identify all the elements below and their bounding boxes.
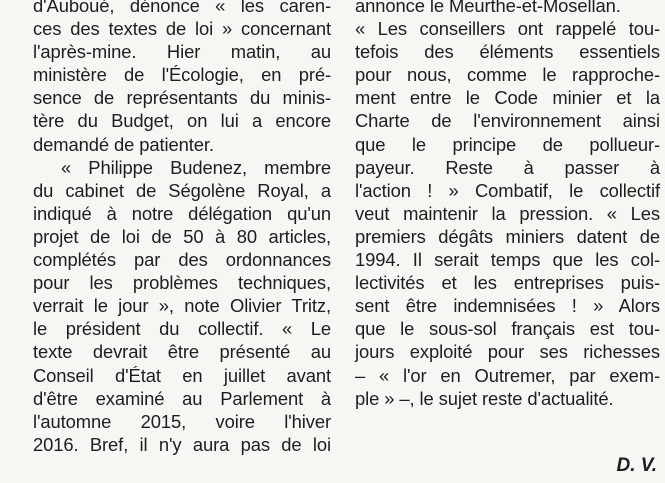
text-line: « Les conseillers ont rappelé tou-	[355, 18, 660, 40]
text-line: projet de loi de 50 à 80 articles,	[33, 225, 331, 247]
right-column	[355, 0, 660, 410]
text-line: ministère de l'Écologie, en pré-	[33, 64, 331, 86]
left-column	[33, 0, 331, 456]
text-line: tefois des éléments essentiels	[355, 41, 660, 63]
text-line: d'être examiné au Parlement à	[33, 387, 331, 409]
text-line: – « l'or en Outremer, par exem-	[355, 364, 660, 386]
text-line: verrait le jour », note Olivier Tritz,	[33, 295, 331, 317]
text-line: 2016. Bref, il n'y aura pas de loi	[33, 433, 331, 455]
author-signature: D. V.	[616, 455, 657, 476]
text-line: jours exploité pour ses richesses	[355, 341, 660, 363]
text-line: « Philippe Budenez, membre	[61, 156, 331, 178]
text-line: ces des textes de loi » concernant	[33, 18, 331, 40]
text-line: indiqué à notre délégation qu'un	[33, 202, 331, 224]
text-line: pour les problèmes techniques,	[33, 272, 331, 294]
text-line: demandé de patienter.	[33, 133, 214, 155]
text-line: que le principe de pollueur-	[355, 133, 660, 155]
text-line: ment entre le Code minier et la	[355, 87, 660, 109]
text-line: texte devrait être présenté au	[33, 341, 331, 363]
text-line: l'action ! » Combatif, le collectif	[355, 179, 660, 201]
text-line: tère du Budget, on lui a encore	[33, 110, 331, 132]
text-line: premiers dégâts miniers datent de	[355, 225, 660, 247]
text-line: lectivités et les entreprises puis-	[355, 272, 660, 294]
text-line: 1994. Il serait temps que les col-	[355, 249, 660, 271]
text-line: du cabinet de Ségolène Royal, a	[33, 179, 331, 201]
text-line: annonce le Meurthe-et-Mosellan.	[355, 0, 621, 16]
text-line: d'Auboué, dénonce « les caren-	[33, 0, 331, 16]
text-line: l'après-mine. Hier matin, au	[33, 41, 331, 63]
text-line: sent être indemnisées ! » Alors	[355, 295, 660, 317]
text-line: Conseil d'État en juillet avant	[33, 364, 331, 386]
text-line: ple » –, le sujet reste d'actualité.	[355, 387, 614, 409]
text-line: le président du collectif. « Le	[33, 318, 331, 340]
text-line: sence de représentants du minis-	[33, 87, 331, 109]
text-line: veut maintenir la pression. « Les	[355, 202, 660, 224]
text-line: payeur. Reste à passer à	[355, 156, 660, 178]
text-line: pour nous, comme le rapproche-	[355, 64, 660, 86]
text-line: complétés par des ordonnances	[33, 249, 331, 271]
text-line: l'automne 2015, voire l'hiver	[33, 410, 331, 432]
text-line: que le sous-sol français est tou-	[355, 318, 660, 340]
text-line: Charte de l'environnement ainsi	[355, 110, 660, 132]
